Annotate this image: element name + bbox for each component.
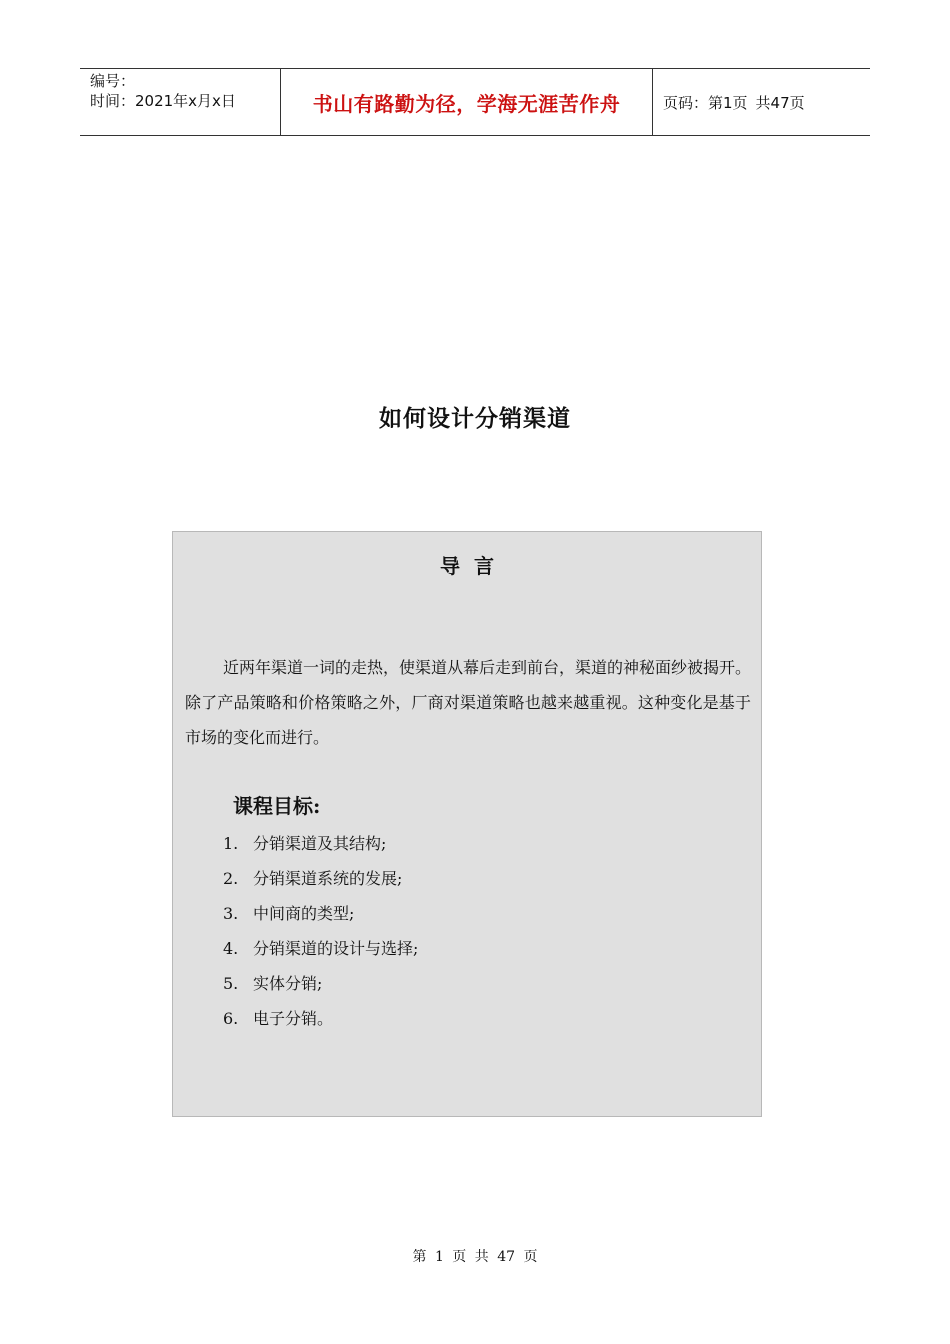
list-item	[223, 969, 418, 1004]
header-page-cell	[653, 69, 870, 135]
list-item	[223, 1004, 418, 1039]
list-item	[223, 864, 418, 899]
list-item-number: 4.	[223, 939, 239, 958]
list-item-text: 中间商的类型;	[253, 904, 355, 923]
list-item-number: 2.	[223, 869, 239, 888]
list-item-text: 分销渠道及其结构;	[253, 834, 387, 853]
document-title: 如何设计分销渠道	[379, 405, 571, 432]
list-item-number: 3.	[223, 904, 239, 923]
page-header	[80, 68, 870, 136]
intro-heading: 导言	[440, 554, 508, 578]
list-item-text: 分销渠道系统的发展;	[253, 869, 403, 888]
time-label: 时间：2021年x月x日	[90, 92, 236, 110]
intro-box	[172, 531, 762, 1117]
goals-list	[223, 829, 418, 1039]
header-motto: 书山有路勤为径，学海无涯苦作舟	[281, 69, 653, 135]
page-footer: 第 1 页 共 47 页	[412, 1249, 538, 1265]
list-item-number: 1.	[223, 834, 239, 853]
total-pages-info: 共47页	[755, 93, 805, 112]
list-item	[223, 899, 418, 934]
header-meta-cell	[80, 69, 281, 135]
list-item-text: 实体分销;	[253, 974, 323, 993]
page-info: 页码：第1页	[663, 93, 748, 112]
intro-paragraph: 近两年渠道一词的走热，使渠道从幕后走到前台，渠道的神秘面纱被揭开。除了产品策略和价格策略之外，厂商对渠道策略也越来越重视。这种变化是基于市场的变化而进行。	[185, 658, 752, 747]
goals-heading: 课程目标:	[233, 794, 321, 818]
number-label: 编号：	[90, 72, 136, 90]
list-item-text: 分销渠道的设计与选择;	[253, 939, 419, 958]
list-item-number: 6.	[223, 1009, 239, 1028]
list-item-text: 电子分销。	[253, 1009, 334, 1028]
list-item	[223, 829, 418, 864]
list-item	[223, 934, 418, 969]
list-item-number: 5.	[223, 974, 239, 993]
